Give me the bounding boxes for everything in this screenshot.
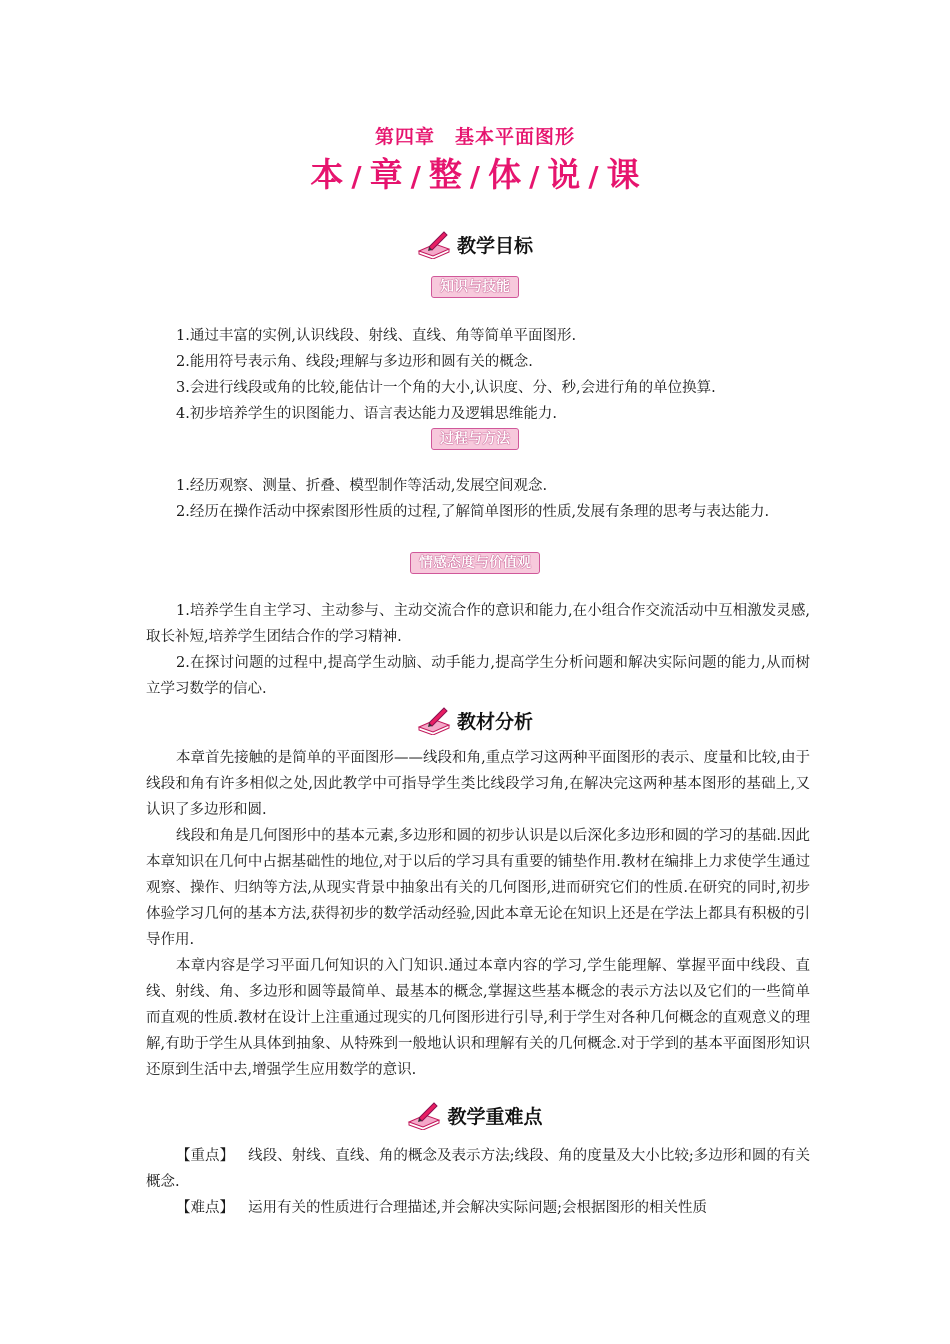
list-item: 2.能用符号表示角、线段;理解与多边形和圆有关的概念. [176, 354, 533, 370]
section-heading-keypoints [0, 1098, 950, 1132]
book-pen-icon [417, 229, 451, 259]
banner-char: 课 [606, 155, 640, 194]
paragraph: 线段和角是几何图形中的基本元素,多边形和圆的初步认识是以后深化多边形和圆的学习的基础.因此本章知识在几何中占据基础性的地位,对于以后的学习具有重要的铺垫作用.教材在编排上力求使学生通过观察、操作、归纳等方法,从现实背景中抽象出有关的几何图形,进而研究它们的性质.在研究的同时,初步体验学习几何的基本方法,获得初步的数学活动经验,因此本章无论在知识上还是在学法上都具有积极的引导作用. [146, 828, 810, 948]
banner-char: 章 [369, 155, 403, 194]
banner-separator: / [351, 160, 362, 193]
difficulty-label: 【难点】 [176, 1200, 234, 1216]
chapter-heading: 第四章 基本平面图形 [374, 126, 575, 148]
list-item: 1.通过丰富的实例,认识线段、射线、直线、角等简单平面图形. [176, 328, 577, 344]
banner-char: 本 [310, 155, 344, 194]
section-heading-objectives [0, 227, 950, 261]
list-item: 2.在探讨问题的过程中,提高学生动脑、动手能力,提高学生分析问题和解决实际问题的能力,从而树立学习数学的信心. [146, 655, 810, 697]
banner-separator: / [410, 160, 421, 193]
difficulty-text: 运用有关的性质进行合理描述,并会解决实际问题;会根据图形的相关性质 [248, 1200, 707, 1216]
section-title: 教学重难点 [447, 1105, 543, 1128]
banner-char: 整 [428, 155, 462, 194]
key-point-text: 线段、射线、直线、角的概念及表示方法;线段、角的度量及大小比较;多边形和圆的有关概念. [146, 1148, 810, 1190]
list-item: 1.培养学生自主学习、主动参与、主动交流合作的意识和能力,在小组合作交流活动中互相激发灵感,取长补短,培养学生团结合作的学习精神. [146, 603, 810, 645]
subsection-heading-process [0, 428, 950, 450]
subsection-label: 知识与技能 [431, 276, 519, 298]
book-pen-icon [407, 1100, 441, 1130]
section-title: 教材分析 [456, 710, 533, 733]
banner-separator: / [588, 160, 599, 193]
banner-separator: / [469, 160, 481, 193]
key-point-label: 【重点】 [176, 1148, 235, 1164]
subsection-heading-attitude [0, 552, 950, 574]
paragraph: 本章首先接触的是简单的平面图形——线段和角,重点学习这两种平面图形的表示、度量和比较,由于线段和角有许多相似之处,因此教学中可指导学生类比线段学习角,在解决完这两种基本图形的基础上,又认识了多边形和圆. [146, 750, 810, 818]
section-heading-analysis [0, 703, 950, 737]
difficulty-paragraph [146, 1195, 810, 1221]
list-item: 1.经历观察、测量、折叠、模型制作等活动,发展空间观念. [176, 478, 548, 494]
subsection-label: 过程与方法 [431, 428, 519, 450]
banner-char: 体 [488, 155, 522, 194]
book-pen-icon [417, 705, 451, 735]
key-point-paragraph [146, 1143, 810, 1195]
banner-separator: / [529, 160, 540, 193]
section-title: 教学目标 [456, 234, 533, 257]
list-item: 2.经历在操作活动中探索图形性质的过程,了解简单图形的性质,发展有条理的思考与表达能力. [176, 504, 770, 520]
chapter-banner [0, 152, 950, 200]
subsection-label: 情感态度与价值观 [410, 552, 540, 574]
subsection-heading-knowledge [0, 276, 950, 298]
paragraph: 本章内容是学习平面几何知识的入门知识.通过本章内容的学习,学生能理解、掌握平面中线段、直线、射线、角、多边形和圆等最简单、最基本的概念,掌握这些基本概念的表示方法以及它们的一些简单而直观的性质.教材在设计上注重通过现实的几何图形进行引导,利于学生对各种几何概念的直观意义的理解,有助于学生从具体到抽象、从特殊到一般地认识和理解有关的几何概念.对于学到的基本平面图形知识还原到生活中去,增强学生应用数学的意识. [146, 958, 810, 1078]
list-item: 3.会进行线段或角的比较,能估计一个角的大小,认识度、分、秒,会进行角的单位换算. [176, 380, 716, 396]
banner-char: 说 [547, 155, 581, 194]
list-item: 4.初步培养学生的识图能力、语言表达能力及逻辑思维能力. [176, 406, 557, 422]
